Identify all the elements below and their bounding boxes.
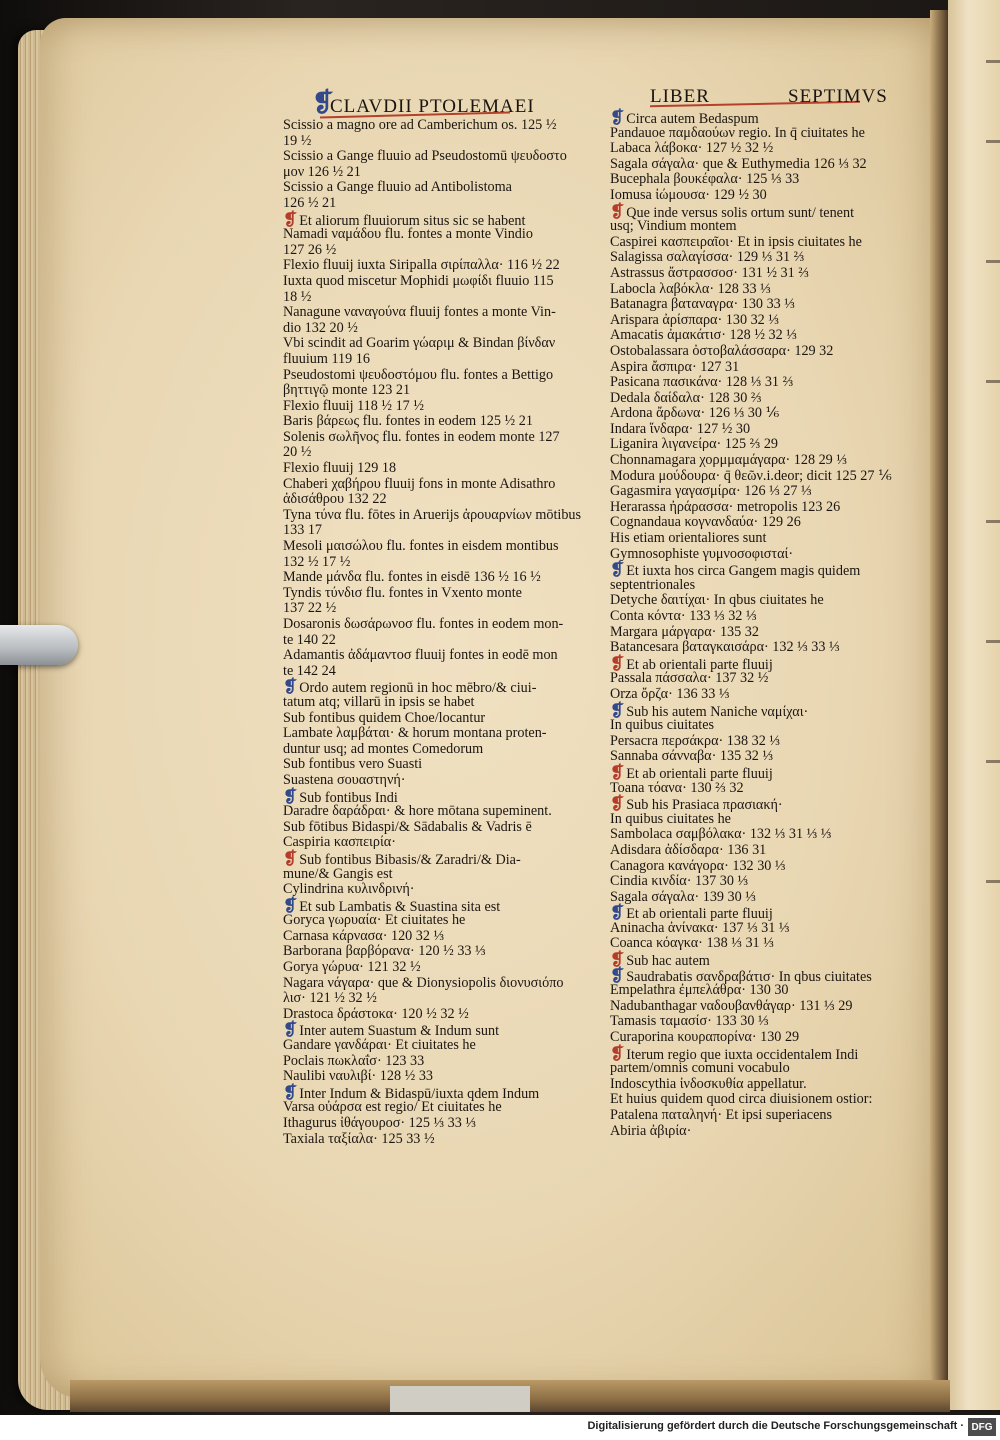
blue-paragraph-mark: ❡ xyxy=(610,903,625,923)
text-line-content: Curaporina κουραπορίνα· 130 29 xyxy=(610,1029,800,1046)
text-line-content: Ithagurus ἰθάγουροσ· 125 ⅓ 33 ⅓ xyxy=(283,1115,477,1131)
text-line-content: βηττιγῷ monte 123 21 xyxy=(283,382,411,399)
text-line xyxy=(283,149,583,165)
text-line-content: Modura μούδουρα· q̄ θεῶν.i.deor; dicit 125 27 ⅙ xyxy=(610,467,892,484)
text-line-content: Adisdara ἀδίσδαρα· 136 31 xyxy=(610,841,767,858)
text-line-content: Coanca κόαγκα· 138 ⅓ 31 ⅓ xyxy=(610,935,774,952)
text-line xyxy=(610,762,910,782)
text-line xyxy=(610,110,910,126)
text-line-content: His etiam orientaliores sunt xyxy=(610,530,767,547)
text-line xyxy=(283,586,583,602)
text-line xyxy=(283,227,583,243)
text-line-content: Suastena σουαστηνή· xyxy=(283,771,406,788)
text-line-content: Caspirei κασπειραῖοι· Et in ipsis ciuitates he xyxy=(610,233,862,250)
text-line-content: Goryca γωρυαία· Et ciuitates he xyxy=(283,912,466,929)
text-line xyxy=(283,1116,583,1132)
text-line xyxy=(610,983,910,999)
text-line xyxy=(610,562,910,578)
text-line xyxy=(610,453,910,469)
blue-paragraph-mark: ❡ xyxy=(283,786,298,806)
text-line-content: Flexio fluuij iuxta Siripalla σιρίπαλλα· 116 ½ 22 xyxy=(283,257,560,274)
text-line xyxy=(610,328,910,344)
text-line xyxy=(610,812,910,828)
text-line xyxy=(283,757,583,773)
blue-paragraph-mark: ❡ xyxy=(610,560,625,580)
text-line-content: fluuium 119 16 xyxy=(283,350,370,367)
text-line-content: Caspiria κασπειρία· xyxy=(283,834,396,851)
text-line xyxy=(283,944,583,960)
red-paragraph-mark: ❡ xyxy=(610,950,625,970)
text-line-content: Saudrabatis σανδραβάτισ· In qbus ciuitates xyxy=(626,968,872,985)
text-line-content: In quibus ciuitates he xyxy=(610,810,731,827)
text-line xyxy=(283,1022,583,1038)
text-line xyxy=(283,477,583,493)
text-line xyxy=(610,406,910,422)
text-line-content: Poclais πωκλαΐσ· 123 33 xyxy=(283,1052,425,1069)
text-line-content: ἀδισάθρου 132 22 xyxy=(283,491,387,508)
text-line-content: Indara ἴνδαρα· 127 ½ 30 xyxy=(610,420,751,437)
text-line-content: Solenis σωλῆνος flu. fontes in eodem monte 127 xyxy=(283,428,560,445)
text-line-content: Sagala σάγαλα· 139 30 ⅓ xyxy=(610,888,756,905)
text-line-content: Et sub Lambatis & Suastina sita est xyxy=(299,898,501,915)
text-line-content: Orza ὄρζα· 136 33 ⅓ xyxy=(610,685,730,702)
text-line-content: Sub hac autem xyxy=(626,953,710,970)
text-line xyxy=(283,523,583,539)
text-line-content: Daradre δαράδραι· & hore mōtana supeminent. xyxy=(283,803,552,820)
text-line xyxy=(283,913,583,929)
text-line xyxy=(610,1124,910,1140)
text-line-content: septentrionales xyxy=(610,576,696,593)
text-line xyxy=(283,321,583,337)
text-line xyxy=(610,250,910,266)
text-line xyxy=(283,679,583,695)
text-line xyxy=(283,196,583,212)
blue-paragraph-mark: ❡ xyxy=(610,700,625,720)
text-line-content: Dosaronis δωσάρωνοσ flu. fontes in eodem mon- xyxy=(283,616,564,632)
text-line-content: Persacra περσάκρα· 138 32 ⅓ xyxy=(610,732,781,749)
text-line-content: Nagara νάγαρα· que & Dionysiopolis διονυσιόπο xyxy=(283,974,564,991)
text-line-content: 19 ½ xyxy=(283,132,312,149)
text-line xyxy=(283,134,583,150)
text-line xyxy=(283,633,583,649)
text-line-content: 18 ½ xyxy=(283,288,312,305)
text-line-content: partem/omnis comuni vocabulo xyxy=(610,1060,790,1077)
text-line-content: Scissio a magno ore ad Camberichum os. 125 ½ xyxy=(283,117,557,133)
text-line xyxy=(610,375,910,391)
blue-paragraph-mark: ❡ xyxy=(283,1082,298,1102)
text-line-content: Circa autem Bedaspum xyxy=(626,111,759,127)
text-line-content: 132 ½ 17 ½ xyxy=(283,553,351,570)
blue-paragraph-mark: ❡ xyxy=(610,965,625,985)
text-line-content: Tyndis τύνδισ flu. fontes in Vxento monte xyxy=(283,584,522,601)
text-line-content: Sagala σάγαλα· que & Euthymedia 126 ⅓ 32 xyxy=(610,155,867,172)
text-line-content: Naulibi ναυλιβί· 128 ½ 33 xyxy=(283,1068,434,1085)
text-line xyxy=(610,201,910,221)
blue-paragraph-mark: ❡ xyxy=(610,108,625,127)
text-line xyxy=(610,921,910,937)
blue-paragraph-mark: ❡ xyxy=(283,677,298,697)
text-line-content: Conta κόντα· 133 ⅓ 32 ⅓ xyxy=(610,608,757,624)
text-line-content: μον 126 ½ 21 xyxy=(283,163,361,180)
text-line-content: duntur usq; ad montes Comedorum xyxy=(283,740,484,757)
text-line-content: Sub his Prasiaca πρασιακή· xyxy=(626,797,783,814)
text-line xyxy=(610,671,910,687)
text-line xyxy=(610,282,910,298)
blue-paragraph-mark: ❡ xyxy=(312,88,334,117)
text-line-content: Aspira ἄσπιρα· 127 31 xyxy=(610,358,740,375)
text-line-content: 133 17 xyxy=(283,522,323,539)
text-line xyxy=(283,243,583,259)
text-line-content: Passala πάσσαλα· 137 32 ½ xyxy=(610,670,769,687)
text-line-content: Ostobalassara ὀστοβαλάσσαρα· 129 32 xyxy=(610,342,834,359)
text-line xyxy=(610,141,910,157)
text-line-content: Carnasa κάρνασα· 120 32 ⅓ xyxy=(283,927,445,944)
text-line-content: Sub fontibus Indi xyxy=(299,789,398,806)
text-line-content: Sub fontibus vero Suasti xyxy=(283,756,423,773)
text-line xyxy=(283,555,583,571)
text-line-content: Cylindrina κυλινδρινή· xyxy=(283,881,415,898)
facing-page-edge xyxy=(948,0,1000,1410)
text-line xyxy=(610,157,910,173)
text-line xyxy=(283,414,583,430)
text-line-content: Nanagune ναναγούνα fluuij fontes a monte Vin- xyxy=(283,304,556,321)
text-line-content: λισ· 121 ½ 32 ½ xyxy=(283,990,377,1007)
text-line-content: Labaca λάβοκα· 127 ½ 32 ½ xyxy=(610,140,774,157)
text-line xyxy=(610,965,910,985)
text-line xyxy=(283,711,583,727)
text-line xyxy=(610,391,910,407)
text-line xyxy=(610,422,910,438)
text-line xyxy=(610,235,910,251)
text-line-content: Iuxta quod miscetur Mophidi μωφίδι fluuio 115 xyxy=(283,272,554,289)
text-line xyxy=(610,360,910,376)
text-line xyxy=(610,796,910,812)
text-line-content: Drastoca δράστοκα· 120 ½ 32 ½ xyxy=(283,1005,469,1022)
text-line-content: Sub fontibus quidem Choe/locantur xyxy=(283,709,486,726)
text-line-content: Amacatis ἀμακάτισ· 128 ½ 32 ⅓ xyxy=(610,327,797,344)
text-line-content: Et huius quidem quod circa diuisionem ostior: xyxy=(610,1091,873,1108)
text-line-content: 137 22 ½ xyxy=(283,600,337,617)
text-line xyxy=(283,368,583,384)
running-head-right-2: SEPTIMVS xyxy=(788,86,888,107)
text-line-content: dio 132 20 ½ xyxy=(283,319,358,336)
text-line xyxy=(283,399,583,415)
red-paragraph-mark: ❡ xyxy=(610,201,625,221)
text-line-content: Pseudostomi ψευδοστόμου flu. fontes a Bettigo xyxy=(283,366,554,383)
text-line-content: Scissio a Gange fluuio ad Antibolistoma xyxy=(283,179,512,196)
text-line xyxy=(610,874,910,890)
text-line-content: Flexio fluuij 129 18 xyxy=(283,460,397,477)
text-line-content: Arispara ἀρίσπαρα· 130 32 ⅓ xyxy=(610,311,779,328)
text-line xyxy=(283,617,583,633)
text-line xyxy=(610,718,910,734)
text-line xyxy=(283,976,583,992)
text-line-content: Scissio a Gange fluuio ad Pseudostomū ψευδοστο xyxy=(283,148,567,165)
text-line xyxy=(283,786,583,806)
text-line xyxy=(283,804,583,820)
text-line xyxy=(610,905,910,921)
text-line xyxy=(283,290,583,306)
text-line xyxy=(283,695,583,711)
text-line xyxy=(610,266,910,282)
text-line xyxy=(283,274,583,290)
text-line xyxy=(283,336,583,352)
text-line-content: Bucephala βουκέφαλα· 125 ⅓ 33 xyxy=(610,171,800,188)
text-line-content: Batanagra βαταναγρα· 130 33 ⅓ xyxy=(610,296,795,313)
text-line xyxy=(610,890,910,906)
text-line-content: Et ab orientali parte fluuij xyxy=(626,656,773,673)
text-line-content: Batancesara βαταγκαισάρα· 132 ⅓ 33 ⅓ xyxy=(610,639,840,656)
book-bottom-edge xyxy=(70,1380,950,1412)
text-line xyxy=(610,297,910,313)
text-line xyxy=(283,1054,583,1070)
text-line-content: Flexio fluuij 118 ½ 17 ½ xyxy=(283,397,424,414)
text-line-content: Abiria ἀβιρία· xyxy=(610,1122,692,1139)
text-line xyxy=(610,1061,910,1077)
text-line xyxy=(610,734,910,750)
text-line xyxy=(283,835,583,851)
text-line-content: Aninacha ἀνίνακα· 137 ⅓ 31 ⅓ xyxy=(610,919,790,936)
text-line-content: te 140 22 xyxy=(283,631,336,648)
text-line-content: Salagissa σαλαγίσσα· 129 ⅓ 31 ⅔ xyxy=(610,249,805,266)
text-line-content: Indoscythia ἰνδοσκυθία appellatur. xyxy=(610,1075,807,1092)
text-line xyxy=(283,430,583,446)
text-line xyxy=(283,895,583,915)
text-line-content: Herarassa ἠράρασσα· metropolis 123 26 xyxy=(610,498,841,515)
red-paragraph-mark: ❡ xyxy=(283,209,298,229)
text-line xyxy=(283,118,583,134)
text-line-content: Tyna τύνα flu. fōtes in Aruerijs ἀρουαρνίων mōtibus xyxy=(283,506,582,523)
text-line-content: Et ab orientali parte fluuij xyxy=(626,906,773,923)
text-line-content: Dedala δαίδαλα· 128 30 ⅔ xyxy=(610,389,762,406)
text-line-content: Tamasis ταμασίσ· 133 30 ⅓ xyxy=(610,1013,769,1030)
text-line-content: Lambate λαμβάται· & horum montana proten- xyxy=(283,725,547,742)
right-text-column xyxy=(610,110,910,1139)
red-paragraph-mark: ❡ xyxy=(610,653,625,673)
text-line-content: 127 26 ½ xyxy=(283,241,337,258)
text-line-content: Sannaba σάνναβα· 135 32 ⅓ xyxy=(610,748,774,765)
text-line xyxy=(610,126,910,142)
blue-paragraph-mark: ❡ xyxy=(283,895,298,915)
red-paragraph-mark: ❡ xyxy=(610,762,625,782)
text-line-content: Mande μάνδα flu. fontes in eisdē 136 ½ 16 ½ xyxy=(283,569,541,586)
text-line-content: Sub fōtibus Bidaspi/& Sādabalis & Vadris ē xyxy=(283,818,532,835)
text-line-content: Et iuxta hos circa Gangem magis quidem xyxy=(626,563,861,580)
text-line xyxy=(283,1132,583,1148)
text-line xyxy=(610,653,910,673)
text-line-content: Nadubanthagar ναδουβανθάγαρ· 131 ⅓ 29 xyxy=(610,997,853,1014)
text-line xyxy=(610,700,910,720)
text-line-content: In quibus ciuitates xyxy=(610,717,715,734)
text-line-content: Sambolaca σαμβόλακα· 132 ⅓ 31 ⅓ ⅓ xyxy=(610,826,832,843)
text-line-content: Margara μάργαρα· 135 32 xyxy=(610,623,759,640)
text-line xyxy=(283,445,583,461)
red-paragraph-mark: ❡ xyxy=(283,848,298,868)
text-line xyxy=(283,165,583,181)
text-line xyxy=(283,726,583,742)
text-line xyxy=(283,539,583,555)
text-line xyxy=(283,383,583,399)
text-line xyxy=(610,188,910,204)
text-line-content: Chonnamagara χορμμαμάγαρα· 128 29 ⅓ xyxy=(610,452,847,469)
text-line-content: te 142 24 xyxy=(283,662,336,679)
text-line-content: Labocla λαβόκλα· 128 33 ⅓ xyxy=(610,280,771,297)
text-line xyxy=(283,929,583,945)
text-line-content: Gagasmira γαγασμίρα· 126 ⅓ 27 ⅓ xyxy=(610,483,812,500)
text-line xyxy=(610,547,910,563)
text-line-content: mune/& Gangis est xyxy=(283,865,393,882)
text-line xyxy=(283,461,583,477)
text-line-content: Adamantis ἀδάμαντοσ fluuij fontes in eodē mon xyxy=(283,647,558,664)
text-line xyxy=(610,749,910,765)
text-line xyxy=(610,1030,910,1046)
text-line xyxy=(610,625,910,641)
footer-bar xyxy=(0,1415,1000,1440)
text-line xyxy=(283,209,583,229)
red-paragraph-mark: ❡ xyxy=(610,1043,625,1063)
text-line-content: Gymnosophiste γυμνοσοφισταί· xyxy=(610,545,794,562)
text-line-content: Cindia κινδία· 137 30 ⅓ xyxy=(610,873,749,890)
text-line-content: Chaberi χαβήρου fluuij fons in monte Adisathro xyxy=(283,475,556,492)
text-line-content: Taxiala ταξίαλα· 125 33 ½ xyxy=(283,1130,435,1147)
text-line xyxy=(610,1043,910,1063)
text-line xyxy=(283,508,583,524)
text-line xyxy=(610,593,910,609)
text-line xyxy=(610,313,910,329)
text-line xyxy=(283,867,583,883)
text-line-content: Inter autem Suastum & Indum sunt xyxy=(299,1023,500,1040)
text-line-content: Detyche δαιτίχαι· In qbus ciuitates he xyxy=(610,592,824,609)
text-line-content: Et ab orientali parte fluuij xyxy=(626,765,773,782)
page-clip xyxy=(0,625,78,665)
text-line xyxy=(283,960,583,976)
text-line xyxy=(610,515,910,531)
text-line xyxy=(283,258,583,274)
text-line-content: Sub fontibus Bibasis/& Zaradri/& Dia- xyxy=(299,851,521,868)
text-line xyxy=(283,1082,583,1102)
text-line xyxy=(610,859,910,875)
text-line xyxy=(283,882,583,898)
text-line-content: Patalena παταληνή· Et ipsi superiacens xyxy=(610,1107,832,1123)
text-line xyxy=(610,1077,910,1093)
text-line xyxy=(610,640,910,656)
text-line xyxy=(283,1100,583,1116)
text-line xyxy=(283,991,583,1007)
text-line-content: Gandare γανδάραι· Et ciuitates he xyxy=(283,1037,476,1054)
text-line-content: Toana τόανα· 130 ⅔ 32 xyxy=(610,779,744,796)
text-line-content: Cognandaua κογνανδαύα· 129 26 xyxy=(610,514,801,531)
text-line-content: Pandauoe παμδαούων regio. In q̄ ciuitates he xyxy=(610,124,865,141)
book-gutter xyxy=(930,10,950,1410)
text-line-content: 126 ½ 21 xyxy=(283,194,337,211)
text-line xyxy=(610,609,910,625)
text-line xyxy=(610,843,910,859)
text-line xyxy=(610,1014,910,1030)
text-line xyxy=(283,352,583,368)
text-line xyxy=(610,936,910,952)
text-line-content: Canagora κανάγορα· 132 30 ⅓ xyxy=(610,857,786,874)
text-line-content: Ardona ἄρδωνα· 126 ⅓ 30 ⅙ xyxy=(610,405,780,422)
text-line xyxy=(283,648,583,664)
text-line xyxy=(610,1092,910,1108)
text-line-content: Empelathra ἐμπελάθρα· 130 30 xyxy=(610,982,789,999)
text-line xyxy=(610,172,910,188)
text-line xyxy=(610,344,910,360)
text-line xyxy=(610,219,910,235)
text-line xyxy=(283,1069,583,1085)
text-line xyxy=(610,531,910,547)
text-line-content: Varsa οὐάρσα est regio/ Et ciuitates he xyxy=(283,1099,502,1116)
text-line-content: Gorya γώρυα· 121 32 ½ xyxy=(283,959,421,976)
text-line-content: Et aliorum fluuiorum situs sic se habent xyxy=(299,212,526,229)
text-line-content: Iomusa ἰώμουσα· 129 ½ 30 xyxy=(610,186,767,203)
text-line-content: Pasicana πασικάνα· 128 ⅓ 31 ⅔ xyxy=(610,374,794,391)
text-line-content: Vbi scindit ad Goarim γώαριμ & Bindan βίνδαν xyxy=(283,335,556,352)
text-line-content: Barborana βαρβόρανα· 120 ½ 33 ⅓ xyxy=(283,943,486,960)
text-line xyxy=(283,601,583,617)
text-line-content: Baris βάρεως flu. fontes in eodem 125 ½ 21 xyxy=(283,413,533,430)
left-text-column xyxy=(283,118,583,1147)
text-line-content: usq; Vindium montem xyxy=(610,218,737,235)
text-line xyxy=(610,469,910,485)
text-line xyxy=(283,1007,583,1023)
text-line xyxy=(283,1038,583,1054)
dfg-logo: DFG xyxy=(968,1418,996,1436)
text-line xyxy=(283,820,583,836)
text-line xyxy=(610,484,910,500)
text-line xyxy=(610,500,910,516)
text-line xyxy=(610,578,910,594)
text-line-content: 20 ½ xyxy=(283,444,312,461)
text-line-content: Sub his autem Naniche ναμίχαι· xyxy=(626,703,809,720)
running-head-right: LIBER xyxy=(650,86,710,107)
text-line-content: Astrassus ἄστρασσοσ· 131 ½ 31 ⅔ xyxy=(610,264,809,281)
text-line xyxy=(283,570,583,586)
text-line-content: Mesoli μαισώλου flu. fontes in eisdem montibus xyxy=(283,538,559,555)
text-line-content: Que inde versus solis ortum sunt/ tenent xyxy=(626,204,855,221)
red-paragraph-mark: ❡ xyxy=(610,794,625,814)
text-line-content: tatum atq; villarū in ipsis se habet xyxy=(283,693,475,710)
text-line xyxy=(610,952,910,968)
text-line xyxy=(610,781,910,797)
text-line xyxy=(283,664,583,680)
text-line-content: Ordo autem regionū in hoc mēbro/& ciui- xyxy=(299,680,537,697)
text-line xyxy=(610,827,910,843)
text-line xyxy=(610,687,910,703)
text-line xyxy=(610,1108,910,1124)
text-line xyxy=(283,742,583,758)
text-line-content: Iterum regio que iuxta occidentalem Indi xyxy=(626,1046,859,1063)
text-line xyxy=(283,305,583,321)
running-head-left: CLAVDII PTOLEMAEI xyxy=(330,96,535,117)
text-line xyxy=(283,492,583,508)
text-line xyxy=(283,848,583,868)
footer-credit: Digitalisierung gefördert durch die Deutsche Forschungsgemeinschaft · xyxy=(587,1420,964,1432)
blue-paragraph-mark: ❡ xyxy=(283,1020,298,1040)
text-line-content: Inter Indum & Bidaspū/iuxta qdem Indum xyxy=(299,1085,540,1102)
text-line-content: Namadi ναμάδου flu. fontes a monte Vindio xyxy=(283,226,533,243)
text-line xyxy=(283,773,583,789)
text-line-content: Liganira λιγανείρα· 125 ⅔ 29 xyxy=(610,436,779,453)
text-line xyxy=(283,180,583,196)
text-line xyxy=(610,437,910,453)
text-line xyxy=(610,999,910,1015)
